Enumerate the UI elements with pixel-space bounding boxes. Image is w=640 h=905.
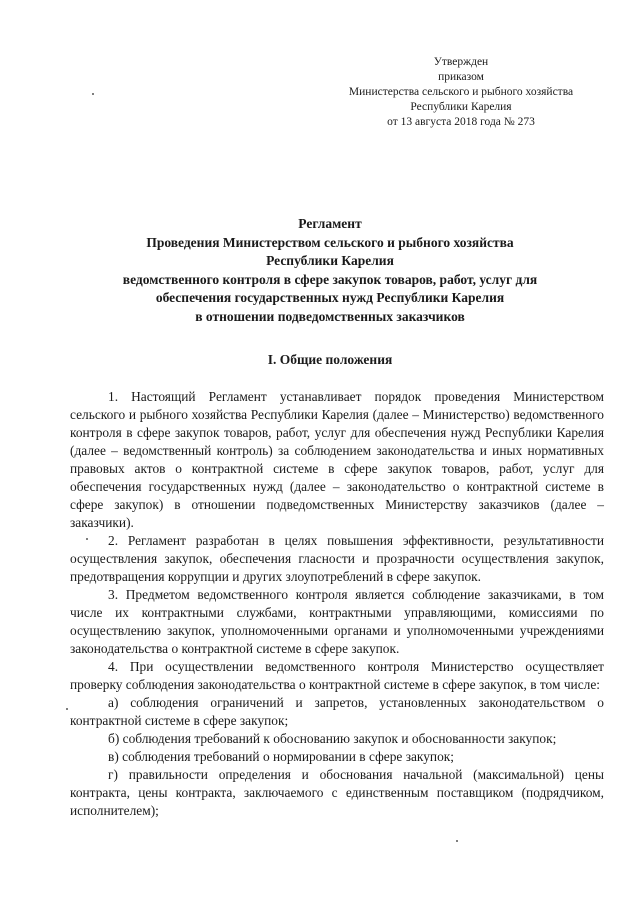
title-line-3: Республики Карелия (266, 253, 394, 268)
list-item-d: г) правильности определения и обоснования начальной (максимальной) цены контракта, цены контракта, заключаемого с единственным поставщиком (подрядчиком, исполнителем); (70, 767, 604, 818)
title-line-6: в отношении подведомственных заказчиков (195, 308, 465, 324)
paragraph-4: 4. При осуществлении ведомственного контроля Министерство осуществляет проверку соблюдения законодательства о контрактной системе в сфере закупок, в том числе: (70, 659, 604, 692)
list-item-c: в) соблюдения требований о нормировании в сфере закупок; (108, 749, 455, 764)
paragraph-1: 1. Настоящий Регламент устанавливает порядок проведения Министерством сельского и рыбного хозяйства Республики Карелия (далее – Министерство) ведомственного контроля в сфере закупок товаров, работ, услуг для обеспечения нужд Республики Карелия (далее – ведомственный контроль) за соблюдением законодательства и иных нормативных правовых актов о контрактной системе в сфере закупок товаров, работ, услуг для обеспечения государственных нужд (далее – законодательство о контрактной системе в сфере закупок) в отношении подведомственных Министерству заказчиков (далее – заказчики). (70, 389, 604, 530)
paragraph-2: 2. Регламент разработан в целях повышения эффективности, результативности осуществления закупок, обеспечения гласности и прозрачности осуществления закупок, предотвращения коррупции и других злоупотреблений в сфере закупок. (70, 533, 604, 584)
approval-line-republic: Республики Карелия (410, 101, 512, 113)
approval-line-date: от 13 августа 2018 года № 273 (387, 116, 535, 128)
approval-line-order: приказом (438, 71, 484, 83)
scan-speck (66, 708, 68, 710)
approval-line-ministry: Министерства сельского и рыбного хозяйства (348, 86, 574, 98)
title-line-2: Проведения Министерством сельского и рыбного хозяйства (146, 234, 514, 250)
title-line-1: Регламент (298, 216, 362, 231)
paragraph-3: 3. Предметом ведомственного контроля является соблюдение заказчиками, в том числе их контрактными службами, контрактными управляющими, комиссиями по осуществлению закупок, уполномоченными органами и уполномоченными учреждениями законодательства о контрактной системе в сфере закупок. (70, 587, 604, 656)
list-item-a: а) соблюдения ограничений и запретов, установленных законодательством о контрактной системе в сфере закупок; (70, 695, 604, 728)
section-heading: I. Общие положения (267, 352, 393, 367)
approval-stamp (330, 55, 592, 130)
scan-speck (456, 840, 458, 842)
approval-line-approved: Утвержден (433, 56, 489, 68)
title-line-5: обеспечения государственных нужд Республики Карелия (155, 290, 505, 305)
title-line-4: ведомственного контроля в сфере закупок товаров, работ, услуг для (122, 271, 538, 287)
scan-speck (92, 93, 94, 95)
document-body (70, 388, 604, 820)
document-title (60, 215, 600, 326)
list-item-b: б) соблюдения требований к обоснованию закупок и обоснованности закупок; (108, 731, 557, 746)
scan-speck (86, 538, 88, 540)
